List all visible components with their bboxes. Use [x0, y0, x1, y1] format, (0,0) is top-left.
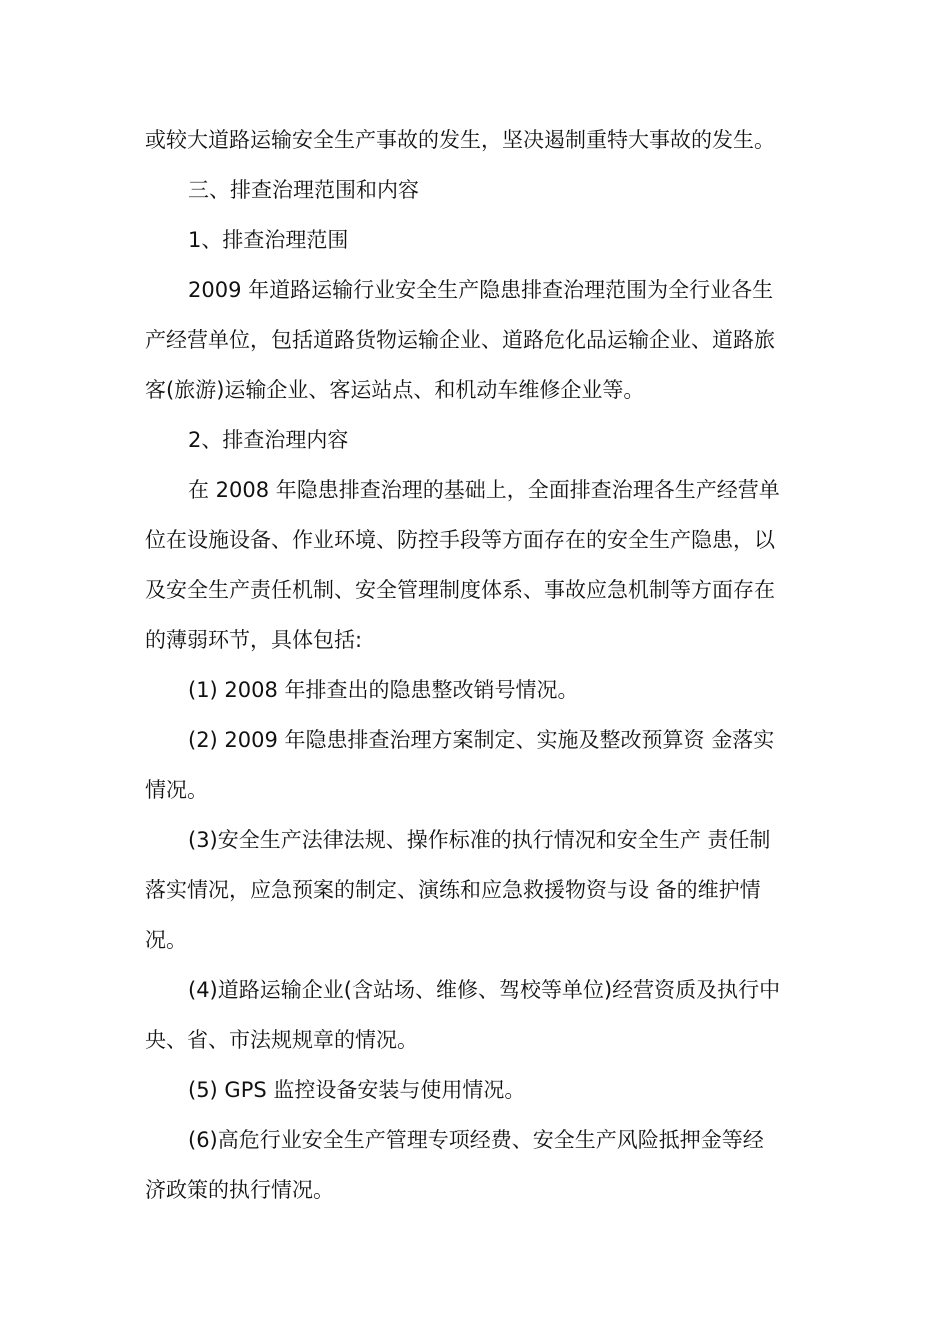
list-item: (1) 2008 年排查出的隐患整改销号情况。	[188, 678, 579, 702]
list-item-continuation: 落实情况，应急预案的制定、演练和应急救援物资与设 备的维护情	[145, 878, 761, 902]
subsection-heading: 1、排查治理范围	[188, 228, 349, 252]
list-item: (4)道路运输企业(含站场、维修、驾校等单位)经营资质及执行中	[188, 978, 781, 1002]
paragraph-line: 的薄弱环节，具体包括:	[145, 628, 363, 652]
section-heading: 三、排查治理范围和内容	[188, 178, 419, 202]
paragraph-line: 或较大道路运输安全生产事故的发生，坚决遏制重特大事故的发生。	[145, 128, 775, 152]
list-item: (5) GPS 监控设备安装与使用情况。	[188, 1078, 526, 1102]
list-item-continuation: 况。	[145, 928, 187, 952]
paragraph-line: 产经营单位，包括道路货物运输企业、道路危化品运输企业、道路旅	[145, 328, 775, 352]
paragraph-line: 位在设施设备、作业环境、防控手段等方面存在的安全生产隐患，以	[145, 528, 775, 552]
list-item: (2) 2009 年隐患排查治理方案制定、实施及整改预算资 金落实	[188, 728, 775, 752]
paragraph-line: 客(旅游)运输企业、客运站点、和机动车维修企业等。	[145, 378, 645, 402]
list-item-continuation: 央、省、市法规规章的情况。	[145, 1028, 418, 1052]
list-item-continuation: 济政策的执行情况。	[145, 1178, 334, 1202]
list-item: (3)安全生产法律法规、操作标准的执行情况和安全生产 责任制	[188, 828, 771, 852]
list-item: (6)高危行业安全生产管理专项经费、安全生产风险抵押金等经	[188, 1128, 764, 1152]
document-body	[145, 115, 810, 1215]
list-item-continuation: 情况。	[145, 778, 208, 802]
paragraph-line: 在 2008 年隐患排查治理的基础上，全面排查治理各生产经营单	[188, 478, 780, 502]
paragraph-line: 及安全生产责任机制、安全管理制度体系、事故应急机制等方面存在	[145, 578, 775, 602]
paragraph-line: 2009 年道路运输行业安全生产隐患排查治理范围为全行业各生	[188, 278, 774, 302]
subsection-heading: 2、排查治理内容	[188, 428, 349, 452]
